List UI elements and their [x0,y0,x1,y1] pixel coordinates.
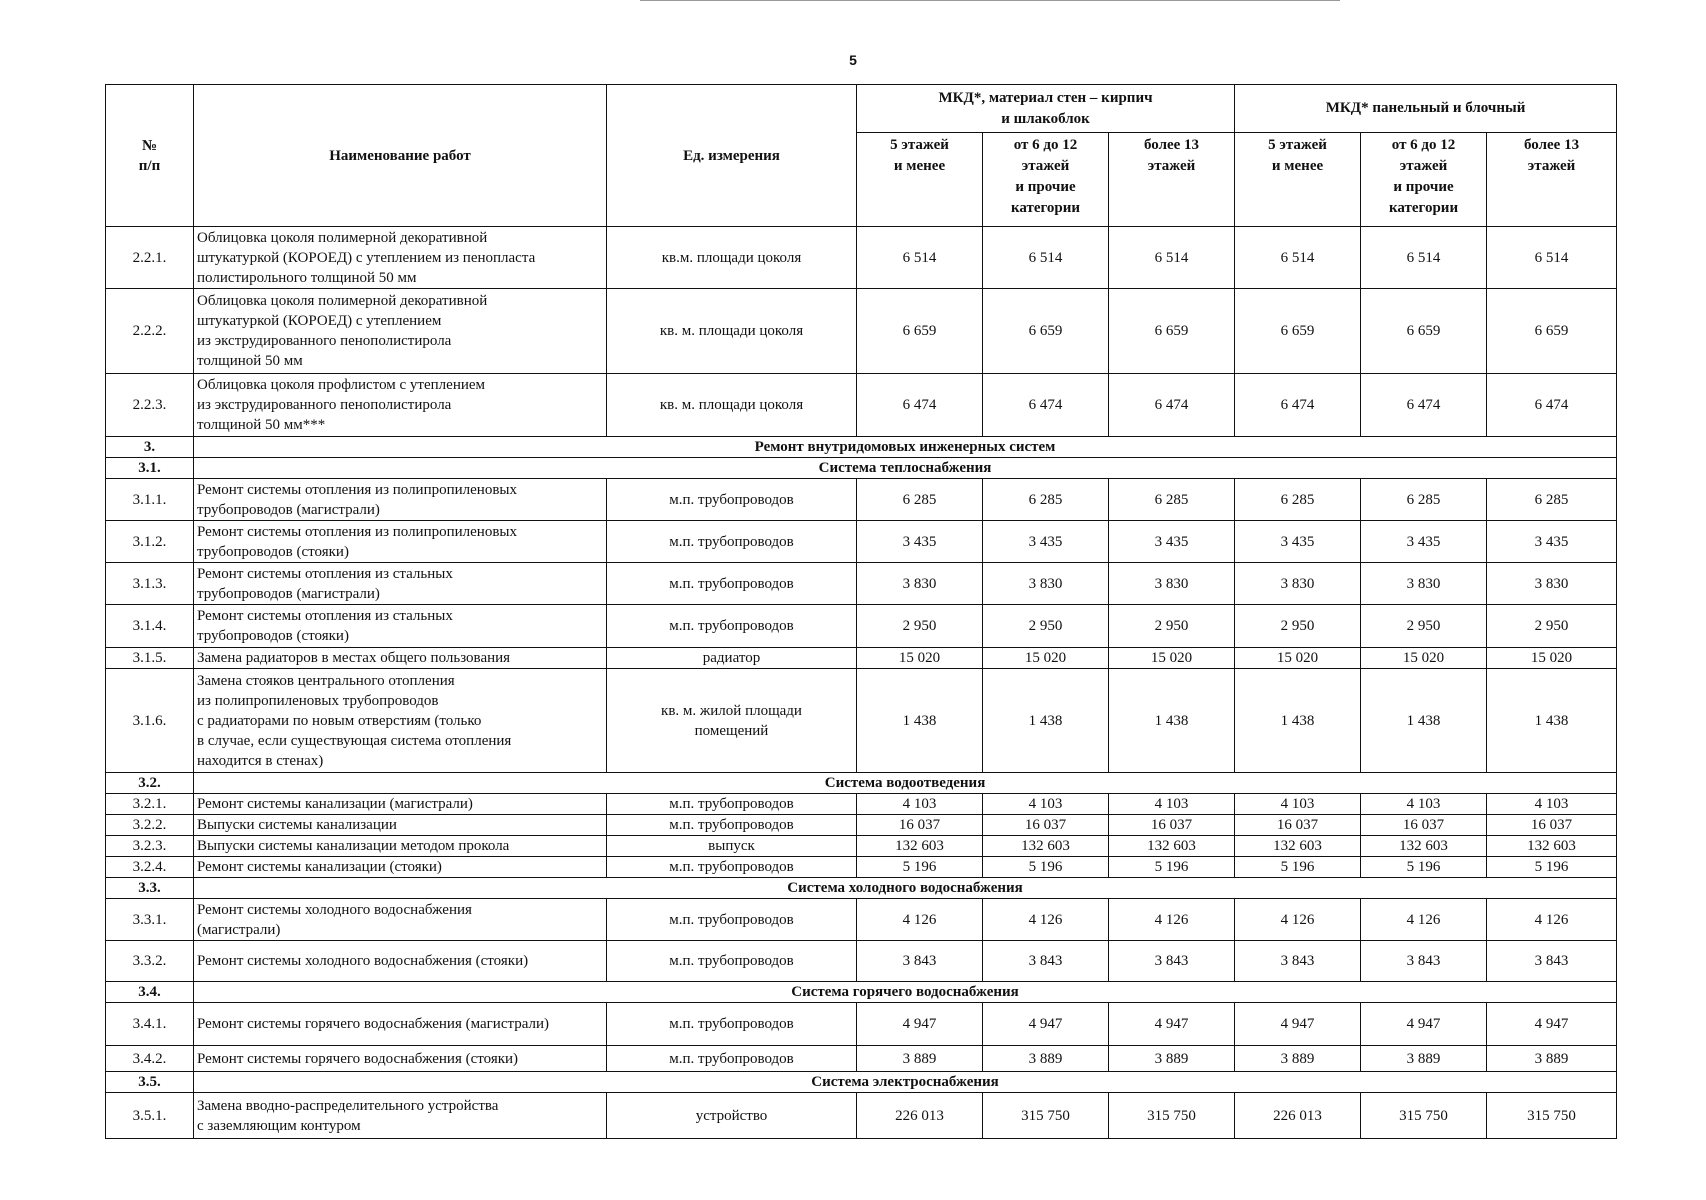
unit-of-measure: устройство [607,1093,857,1139]
unit-of-measure: м.п. трубопроводов [607,794,857,815]
section-number: 3.4. [106,982,194,1003]
row-number: 3.4.2. [106,1046,194,1072]
cost-value: 3 830 [983,563,1109,605]
table-row [106,899,1617,941]
cost-value: 3 830 [1235,563,1361,605]
cost-value: 6 474 [1487,374,1617,437]
row-number: 3.5.1. [106,1093,194,1139]
cost-value: 6 514 [857,227,983,289]
table-row [106,521,1617,563]
header-group-brick: МКД*, материал стен – кирпич и шлакоблок [857,85,1235,133]
table-body [106,227,1617,1139]
header-sub-5: от 6 до 12 этажей и прочие категории [1361,133,1487,227]
table-row [106,1003,1617,1046]
cost-value: 6 514 [1487,227,1617,289]
work-name: Замена радиаторов в местах общего пользования [194,648,607,669]
cost-value: 5 196 [1487,857,1617,878]
cost-value: 3 843 [857,941,983,982]
cost-value: 132 603 [1361,836,1487,857]
cost-value: 315 750 [1361,1093,1487,1139]
row-number: 2.2.3. [106,374,194,437]
cost-value: 3 830 [1109,563,1235,605]
cost-value: 4 126 [1109,899,1235,941]
cost-value: 3 830 [1487,563,1617,605]
table-row [106,648,1617,669]
work-name: Ремонт системы холодного водоснабжения (стояки) [194,941,607,982]
cost-value: 2 950 [1361,605,1487,648]
table-row [106,836,1617,857]
cost-value: 4 126 [1487,899,1617,941]
cost-value: 5 196 [1361,857,1487,878]
cost-value: 4 126 [1361,899,1487,941]
cost-value: 1 438 [1487,669,1617,773]
row-number: 3.2.2. [106,815,194,836]
cost-value: 6 514 [1235,227,1361,289]
cost-value: 6 659 [1361,289,1487,374]
section-row [106,1072,1617,1093]
table-row [106,669,1617,773]
row-number: 3.3.1. [106,899,194,941]
cost-value: 226 013 [1235,1093,1361,1139]
table-row [106,605,1617,648]
row-number: 3.1.2. [106,521,194,563]
cost-table [105,84,1617,1139]
cost-value: 16 037 [1109,815,1235,836]
table-row [106,374,1617,437]
cost-value: 6 514 [1109,227,1235,289]
header-unit: Ед. измерения [607,85,857,227]
cost-value: 16 037 [983,815,1109,836]
cost-value: 315 750 [1487,1093,1617,1139]
cost-value: 3 843 [1235,941,1361,982]
header-name: Наименование работ [194,85,607,227]
cost-value: 6 659 [1487,289,1617,374]
cost-value: 4 103 [1487,794,1617,815]
row-number: 3.1.4. [106,605,194,648]
cost-value: 6 474 [857,374,983,437]
work-name: Ремонт системы горячего водоснабжения (магистрали) [194,1003,607,1046]
row-number: 3.1.5. [106,648,194,669]
cost-value: 3 830 [1361,563,1487,605]
work-name: Ремонт системы канализации (стояки) [194,857,607,878]
row-number: 2.2.2. [106,289,194,374]
work-name: Ремонт системы отопления из полипропиленовых трубопроводов (магистрали) [194,479,607,521]
cost-value: 6 474 [983,374,1109,437]
cost-value: 4 103 [983,794,1109,815]
cost-value: 3 889 [857,1046,983,1072]
cost-value: 3 889 [1487,1046,1617,1072]
cost-value: 3 889 [1235,1046,1361,1072]
cost-value: 3 843 [983,941,1109,982]
cost-value: 3 435 [1361,521,1487,563]
section-row [106,878,1617,899]
cost-value: 226 013 [857,1093,983,1139]
work-name: Ремонт системы отопления из стальных трубопроводов (магистрали) [194,563,607,605]
table-row [106,815,1617,836]
cost-value: 16 037 [1487,815,1617,836]
row-number: 3.1.1. [106,479,194,521]
section-row [106,982,1617,1003]
section-title: Ремонт внутридомовых инженерных систем [194,437,1617,458]
section-title: Система холодного водоснабжения [194,878,1617,899]
unit-of-measure: радиатор [607,648,857,669]
cost-value: 5 196 [983,857,1109,878]
table-row [106,794,1617,815]
cost-value: 6 474 [1361,374,1487,437]
unit-of-measure: м.п. трубопроводов [607,605,857,648]
table-row [106,941,1617,982]
table-row [106,1093,1617,1139]
cost-value: 6 514 [983,227,1109,289]
cost-value: 132 603 [1109,836,1235,857]
work-name: Ремонт системы канализации (магистрали) [194,794,607,815]
cost-value: 4 103 [1109,794,1235,815]
cost-value: 3 843 [1361,941,1487,982]
cost-value: 4 103 [857,794,983,815]
cost-value: 132 603 [1487,836,1617,857]
cost-value: 3 435 [857,521,983,563]
cost-value: 1 438 [983,669,1109,773]
section-row [106,458,1617,479]
cost-value: 3 435 [1235,521,1361,563]
work-name: Ремонт системы отопления из полипропиленовых трубопроводов (стояки) [194,521,607,563]
unit-of-measure: м.п. трубопроводов [607,815,857,836]
section-number: 3.5. [106,1072,194,1093]
row-number: 3.3.2. [106,941,194,982]
unit-of-measure: кв. м. жилой площади помещений [607,669,857,773]
cost-value: 6 285 [857,479,983,521]
section-number: 3. [106,437,194,458]
unit-of-measure: м.п. трубопроводов [607,941,857,982]
work-name: Облицовка цоколя полимерной декоративной штукатуркой (КОРОЕД) с утеплением из пенопласта полистирольного толщиной 50 мм [194,227,607,289]
cost-value: 6 285 [1235,479,1361,521]
section-title: Система горячего водоснабжения [194,982,1617,1003]
unit-of-measure: м.п. трубопроводов [607,1046,857,1072]
cost-value: 15 020 [1235,648,1361,669]
cost-value: 16 037 [1361,815,1487,836]
cost-value: 3 435 [1487,521,1617,563]
cost-value: 3 830 [857,563,983,605]
cost-value: 4 103 [1361,794,1487,815]
section-title: Система теплоснабжения [194,458,1617,479]
cost-value: 6 285 [1361,479,1487,521]
cost-value: 4 947 [1235,1003,1361,1046]
work-name: Выпуски системы канализации методом прокола [194,836,607,857]
cost-value: 6 659 [1109,289,1235,374]
row-number: 3.4.1. [106,1003,194,1046]
cost-value: 5 196 [1235,857,1361,878]
cost-value: 1 438 [857,669,983,773]
work-name: Замена вводно-распределительного устройства с заземляющим контуром [194,1093,607,1139]
unit-of-measure: кв.м. площади цоколя [607,227,857,289]
unit-of-measure: м.п. трубопроводов [607,899,857,941]
cost-value: 6 285 [1109,479,1235,521]
cost-value: 6 659 [857,289,983,374]
cost-value: 4 126 [857,899,983,941]
cost-value: 3 889 [1361,1046,1487,1072]
cost-value: 4 103 [1235,794,1361,815]
cost-value: 315 750 [1109,1093,1235,1139]
cost-value: 15 020 [1487,648,1617,669]
cost-value: 4 947 [1109,1003,1235,1046]
header-sub-3: более 13 этажей [1109,133,1235,227]
work-name: Замена стояков центрального отопления из полипропиленовых трубопроводов с радиаторами по новым отверстиям (только в случае, если существующая система отопления находится в стенах) [194,669,607,773]
scan-edge-line [640,0,1340,1]
cost-value: 3 889 [983,1046,1109,1072]
row-number: 3.2.3. [106,836,194,857]
page-number: 5 [849,52,857,68]
cost-value: 3 843 [1487,941,1617,982]
cost-value: 132 603 [857,836,983,857]
cost-value: 4 126 [1235,899,1361,941]
cost-value: 6 659 [983,289,1109,374]
row-number: 3.2.4. [106,857,194,878]
unit-of-measure: выпуск [607,836,857,857]
cost-value: 6 659 [1235,289,1361,374]
cost-value: 15 020 [983,648,1109,669]
cost-value: 5 196 [1109,857,1235,878]
table-row [106,1046,1617,1072]
table-row [106,227,1617,289]
cost-value: 6 474 [1109,374,1235,437]
cost-value: 6 285 [983,479,1109,521]
work-name: Выпуски системы канализации [194,815,607,836]
cost-value: 16 037 [1235,815,1361,836]
cost-value: 4 947 [983,1003,1109,1046]
row-number: 3.1.3. [106,563,194,605]
cost-value: 1 438 [1235,669,1361,773]
cost-value: 6 474 [1235,374,1361,437]
header-num: № п/п [106,85,194,227]
cost-value: 2 950 [1109,605,1235,648]
header-sub-6: более 13 этажей [1487,133,1617,227]
cost-value: 5 196 [857,857,983,878]
header-group-panel: МКД* панельный и блочный [1235,85,1617,133]
unit-of-measure: кв. м. площади цоколя [607,289,857,374]
cost-value: 3 435 [983,521,1109,563]
cost-value: 2 950 [857,605,983,648]
unit-of-measure: м.п. трубопроводов [607,521,857,563]
cost-value: 4 947 [1487,1003,1617,1046]
work-name: Облицовка цоколя полимерной декоративной штукатуркой (КОРОЕД) с утеплением из экструдированного пенополистирола толщиной 50 мм [194,289,607,374]
work-name: Ремонт системы отопления из стальных трубопроводов (стояки) [194,605,607,648]
row-number: 3.1.6. [106,669,194,773]
cost-value: 2 950 [1235,605,1361,648]
cost-value: 1 438 [1109,669,1235,773]
cost-value: 315 750 [983,1093,1109,1139]
work-name: Ремонт системы холодного водоснабжения (магистрали) [194,899,607,941]
unit-of-measure: м.п. трубопроводов [607,563,857,605]
cost-value: 6 285 [1487,479,1617,521]
header-sub-1: 5 этажей и менее [857,133,983,227]
section-title: Система водоотведения [194,773,1617,794]
unit-of-measure: кв. м. площади цоколя [607,374,857,437]
cost-value: 132 603 [1235,836,1361,857]
unit-of-measure: м.п. трубопроводов [607,857,857,878]
cost-value: 132 603 [983,836,1109,857]
cost-value: 15 020 [1361,648,1487,669]
cost-value: 16 037 [857,815,983,836]
cost-value: 15 020 [857,648,983,669]
cost-value: 6 514 [1361,227,1487,289]
row-number: 2.2.1. [106,227,194,289]
unit-of-measure: м.п. трубопроводов [607,1003,857,1046]
section-number: 3.2. [106,773,194,794]
table-row [106,563,1617,605]
table-row [106,289,1617,374]
cost-value: 3 843 [1109,941,1235,982]
cost-value: 2 950 [1487,605,1617,648]
work-name: Ремонт системы горячего водоснабжения (стояки) [194,1046,607,1072]
cost-value: 1 438 [1361,669,1487,773]
section-row [106,437,1617,458]
work-name: Облицовка цоколя профлистом с утеплением из экструдированного пенополистирола толщиной 50 мм*** [194,374,607,437]
unit-of-measure: м.п. трубопроводов [607,479,857,521]
section-row [106,773,1617,794]
table-row [106,857,1617,878]
cost-value: 4 947 [1361,1003,1487,1046]
table-row [106,479,1617,521]
cost-value: 4 947 [857,1003,983,1046]
cost-value: 4 126 [983,899,1109,941]
cost-value: 2 950 [983,605,1109,648]
header-sub-4: 5 этажей и менее [1235,133,1361,227]
cost-value: 3 889 [1109,1046,1235,1072]
header-sub-2: от 6 до 12 этажей и прочие категории [983,133,1109,227]
section-number: 3.3. [106,878,194,899]
cost-value: 15 020 [1109,648,1235,669]
section-number: 3.1. [106,458,194,479]
cost-value: 3 435 [1109,521,1235,563]
section-title: Система электроснабжения [194,1072,1617,1093]
row-number: 3.2.1. [106,794,194,815]
